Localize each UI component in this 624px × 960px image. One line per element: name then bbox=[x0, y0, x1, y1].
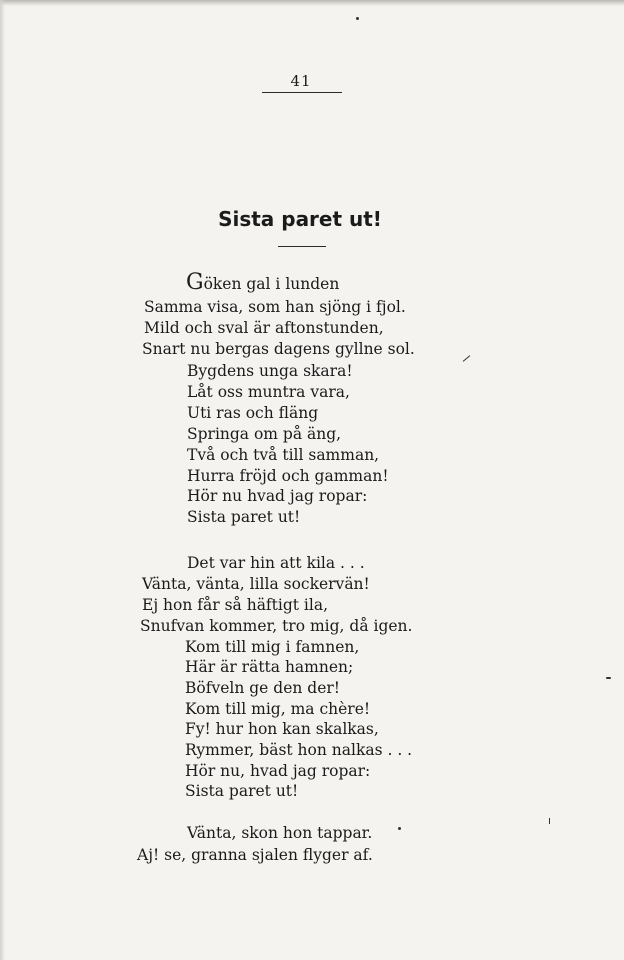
drop-capital: G bbox=[186, 270, 204, 295]
stanza2-line-6: Här är rätta hamnen; bbox=[185, 658, 354, 676]
ink-speck bbox=[606, 677, 611, 679]
stanza2-line-7: Böfveln ge den der! bbox=[185, 679, 341, 697]
stanza2-line-9: Fy! hur hon kan skalkas, bbox=[185, 720, 379, 738]
page-edge-left bbox=[0, 0, 5, 960]
stanza1-line-7: Uti ras och fläng bbox=[187, 404, 319, 422]
stanza2-line-10: Rymmer, bäst hon nalkas . . . bbox=[185, 741, 413, 759]
ink-speck bbox=[463, 355, 471, 362]
stanza3-line-2: Aj! se, granna sjalen flyger af. bbox=[137, 846, 373, 864]
stanza1-line-11: Hör nu hvad jag ropar: bbox=[187, 487, 368, 505]
stanza2-line-2: Vänta, vänta, lilla sockervän! bbox=[142, 575, 370, 593]
stanza1-line-6: Låt oss muntra vara, bbox=[187, 383, 350, 401]
title-rule bbox=[278, 246, 326, 247]
ink-speck bbox=[356, 17, 359, 20]
ink-speck bbox=[549, 818, 550, 824]
stanza2-line-1: Det var hin att kila . . . bbox=[187, 554, 365, 572]
poem-title: Sista paret ut! bbox=[218, 207, 382, 231]
stanza1-line-4: Snart nu bergas dagens gyllne sol. bbox=[142, 340, 415, 358]
page-number: 41 bbox=[290, 72, 312, 90]
stanza1-line-3: Mild och sval är aftonstunden, bbox=[144, 319, 384, 337]
stanza1-line-2: Samma visa, som han sjöng i fjol. bbox=[144, 298, 406, 316]
stanza1-line-10: Hurra fröjd och gamman! bbox=[187, 467, 389, 485]
stanza2-line-11: Hör nu, hvad jag ropar: bbox=[185, 762, 371, 780]
stanza2-line-12: Sista paret ut! bbox=[185, 782, 299, 800]
stanza2-line-8: Kom till mig, ma chère! bbox=[185, 700, 371, 718]
stanza1-line-5: Bygdens unga skara! bbox=[187, 362, 353, 380]
stanza1-line-8: Springa om på äng, bbox=[187, 425, 342, 443]
stanza2-line-4: Snufvan kommer, tro mig, då igen. bbox=[140, 617, 413, 635]
stanza1-line-1-text: öken gal i lunden bbox=[203, 275, 340, 293]
page-edge-top bbox=[0, 0, 624, 6]
stanza2-line-5: Kom till mig i famnen, bbox=[185, 638, 360, 656]
stanza1-line-12: Sista paret ut! bbox=[187, 508, 301, 526]
stanza1-line-1 bbox=[186, 270, 340, 295]
ink-speck bbox=[398, 827, 401, 830]
stanza2-line-3: Ej hon får så häftigt ila, bbox=[142, 596, 329, 614]
stanza3-line-1: Vänta, skon hon tappar. bbox=[187, 824, 373, 842]
page-number-rule bbox=[262, 92, 342, 93]
stanza1-line-9: Två och två till samman, bbox=[187, 446, 380, 464]
